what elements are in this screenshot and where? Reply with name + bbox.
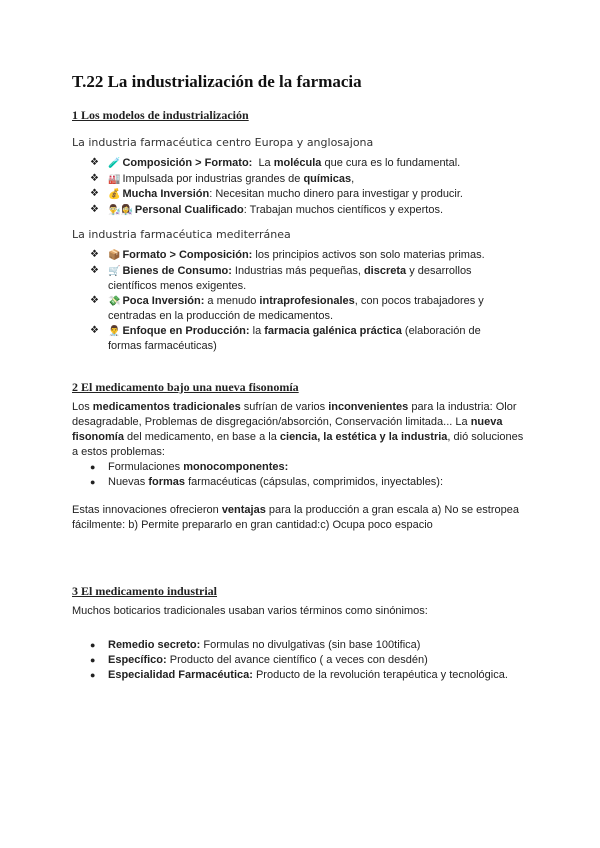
cart-icon: 🛒 bbox=[108, 265, 121, 277]
diamond-bullet-icon: ❖ bbox=[90, 324, 99, 336]
bullet-dot-icon: ● bbox=[90, 462, 96, 472]
list-item: ❖ 💰 Mucha Inversión: Necesitan mucho dinero para investigar y producir. bbox=[90, 188, 463, 200]
bullet-dot-icon: ● bbox=[90, 670, 96, 680]
list-item: ❖ 🏭 Impulsada por industrias grandes de químicas, bbox=[90, 172, 355, 185]
subsection-2-list bbox=[90, 248, 510, 354]
subsection-1-heading: La industria farmacéutica centro Europa y anglosajona bbox=[72, 136, 374, 149]
section-2-paragraph: Los medicamentos tradicionales sufrían de varios inconvenientes para la industria: Olor desagradable, Problemas de disgregación/absorción, Conservación limitada... La nueva fisonomía del medicamento, en base a la ciencia, la estética y la industria, dió soluciones a estos problemas: bbox=[72, 401, 524, 458]
diamond-bullet-icon: ❖ bbox=[90, 188, 99, 199]
section-1-heading: 1 Los modelos de industrialización bbox=[72, 108, 249, 122]
section-3-list bbox=[90, 638, 510, 683]
list-item: ● Nuevas formas farmacéuticas (cápsulas, comprimidos, inyectables): bbox=[90, 476, 444, 488]
list-item: ❖ 📦 Formato > Composición: los principios activos son solo materias primas. bbox=[90, 249, 485, 261]
list-item: ❖ 💸 Poca Inversión: a menudo intraprofesionales, con pocos trabajadores y centradas en la producción de medicamentos. bbox=[90, 294, 484, 322]
page-title: T.22 La industrialización de la farmacia bbox=[72, 72, 362, 91]
diamond-bullet-icon: ❖ bbox=[90, 157, 99, 168]
package-icon: 📦 bbox=[108, 250, 121, 261]
list-item: ● Específico: Producto del avance científico ( a veces con desdén) bbox=[90, 654, 428, 666]
test-tube-icon: 🧪 bbox=[108, 158, 121, 169]
coins-icon: 💸 bbox=[108, 295, 121, 307]
section-3-heading: 3 El medicamento industrial bbox=[72, 584, 218, 598]
section-2-heading: 2 El medicamento bajo una nueva fisonomía bbox=[72, 380, 299, 394]
diamond-bullet-icon: ❖ bbox=[90, 203, 99, 215]
diamond-bullet-icon: ❖ bbox=[90, 294, 99, 306]
diamond-bullet-icon: ❖ bbox=[90, 249, 99, 260]
factory-icon: 🏭 bbox=[108, 173, 121, 185]
section-3-intro: Muchos boticarios tradicionales usaban varios términos como sinónimos: bbox=[72, 605, 428, 617]
section-2-list bbox=[90, 460, 510, 490]
money-bag-icon: 💰 bbox=[108, 189, 121, 200]
bullet-dot-icon: ● bbox=[90, 655, 96, 665]
bullet-dot-icon: ● bbox=[90, 640, 96, 650]
list-item: ● Remedio secreto: Formulas no divulgativas (sin base 100tifica) bbox=[90, 639, 421, 651]
bullet-dot-icon: ● bbox=[90, 477, 96, 487]
diamond-bullet-icon: ❖ bbox=[90, 264, 99, 276]
subsection-2-heading: La industria farmacéutica mediterránea bbox=[72, 228, 291, 241]
diamond-bullet-icon: ❖ bbox=[90, 172, 99, 184]
subsection-1-list bbox=[90, 156, 510, 218]
list-item: ❖ 👨‍⚕️ Enfoque en Producción: la farmacia galénica práctica (elaboración de formas farmacéuticas) bbox=[90, 324, 481, 352]
section-2-conclusion: Estas innovaciones ofrecieron ventajas para la producción a gran escala a) No se estropea fácilmente: b) Permite prepararlo en gran cantidad:c) Ocupa poco espacio bbox=[72, 504, 519, 531]
list-item: ● Especialidad Farmacéutica: Producto de la revolución terapéutica y tecnológica. bbox=[90, 669, 508, 681]
list-item: ❖ 🛒 Bienes de Consumo: Industrias más pequeñas, discreta y desarrollos científicos menos exigentes. bbox=[90, 264, 472, 292]
pharmacist-icon: 👨‍⚕️ bbox=[108, 325, 121, 337]
scientists-icon: 👨‍🔬👩‍🔬 bbox=[108, 204, 133, 216]
list-item: ❖ 🧪 Composición > Formato: La molécula que cura es lo fundamental. bbox=[90, 157, 461, 169]
list-item: ❖ 👨‍🔬👩‍🔬 Personal Cualificado: Trabajan muchos científicos y expertos. bbox=[90, 203, 444, 216]
list-item: ● Formulaciones monocomponentes: bbox=[90, 461, 289, 473]
